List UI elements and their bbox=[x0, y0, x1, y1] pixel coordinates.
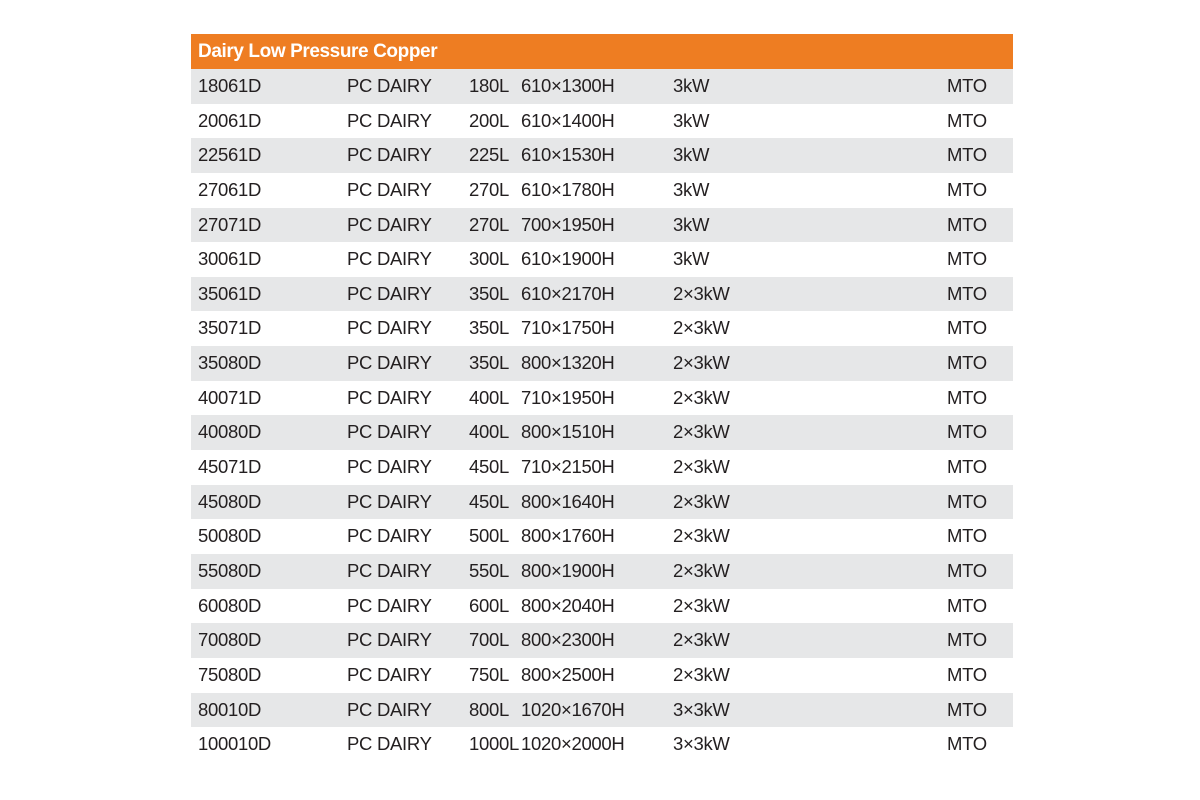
dimensions-cell: 610×1530H bbox=[521, 144, 615, 166]
table-row bbox=[191, 623, 1013, 658]
power-cell: 3kW bbox=[673, 75, 710, 96]
status-cell: MTO bbox=[947, 178, 987, 200]
status-cell: MTO bbox=[947, 144, 987, 166]
table-row bbox=[191, 658, 1013, 693]
model-code-cell: 35061D bbox=[198, 282, 262, 304]
table-row bbox=[191, 450, 1013, 485]
product-type-cell: PC DAIRY bbox=[347, 317, 432, 339]
dimensions-cell: 610×1400H bbox=[521, 109, 615, 131]
capacity-cell: 350L bbox=[469, 352, 509, 374]
capacity-cell: 180L bbox=[469, 75, 509, 96]
dimensions-cell: 700×1950H bbox=[521, 213, 615, 235]
table-row bbox=[191, 69, 1013, 104]
model-code-cell: 45071D bbox=[198, 456, 262, 478]
dimensions-cell: 800×2500H bbox=[521, 663, 615, 685]
product-type-cell: PC DAIRY bbox=[347, 386, 432, 408]
table-body bbox=[191, 69, 1013, 762]
product-type-cell: PC DAIRY bbox=[347, 282, 432, 304]
product-type-cell: PC DAIRY bbox=[347, 421, 432, 443]
power-cell: 2×3kW bbox=[673, 386, 730, 408]
table-row bbox=[191, 554, 1013, 589]
status-cell: MTO bbox=[947, 663, 987, 685]
capacity-cell: 300L bbox=[469, 248, 509, 270]
dimensions-cell: 610×1900H bbox=[521, 248, 615, 270]
power-cell: 2×3kW bbox=[673, 629, 730, 651]
table-row bbox=[191, 277, 1013, 312]
status-cell: MTO bbox=[947, 698, 987, 720]
product-type-cell: PC DAIRY bbox=[347, 629, 432, 651]
dimensions-cell: 800×1760H bbox=[521, 525, 615, 547]
capacity-cell: 400L bbox=[469, 421, 509, 443]
status-cell: MTO bbox=[947, 352, 987, 374]
model-code-cell: 60080D bbox=[198, 594, 262, 616]
product-type-cell: PC DAIRY bbox=[347, 490, 432, 512]
capacity-cell: 1000L bbox=[469, 733, 519, 755]
power-cell: 3×3kW bbox=[673, 698, 730, 720]
status-cell: MTO bbox=[947, 421, 987, 443]
status-cell: MTO bbox=[947, 248, 987, 270]
dimensions-cell: 610×2170H bbox=[521, 282, 615, 304]
capacity-cell: 270L bbox=[469, 178, 509, 200]
status-cell: MTO bbox=[947, 75, 987, 96]
status-cell: MTO bbox=[947, 386, 987, 408]
product-type-cell: PC DAIRY bbox=[347, 733, 432, 755]
table-row bbox=[191, 138, 1013, 173]
power-cell: 2×3kW bbox=[673, 456, 730, 478]
table-row bbox=[191, 589, 1013, 624]
capacity-cell: 750L bbox=[469, 663, 509, 685]
status-cell: MTO bbox=[947, 594, 987, 616]
power-cell: 3×3kW bbox=[673, 733, 730, 755]
table-row bbox=[191, 381, 1013, 416]
model-code-cell: 27071D bbox=[198, 213, 262, 235]
capacity-cell: 450L bbox=[469, 490, 509, 512]
product-type-cell: PC DAIRY bbox=[347, 352, 432, 374]
status-cell: MTO bbox=[947, 456, 987, 478]
dimensions-cell: 1020×2000H bbox=[521, 733, 625, 755]
model-code-cell: 20061D bbox=[198, 109, 262, 131]
model-code-cell: 35080D bbox=[198, 352, 262, 374]
product-type-cell: PC DAIRY bbox=[347, 559, 432, 581]
dimensions-cell: 610×1300H bbox=[521, 75, 615, 96]
dimensions-cell: 800×2300H bbox=[521, 629, 615, 651]
dimensions-cell: 800×1510H bbox=[521, 421, 615, 443]
model-code-cell: 80010D bbox=[198, 698, 262, 720]
model-code-cell: 75080D bbox=[198, 663, 262, 685]
capacity-cell: 600L bbox=[469, 594, 509, 616]
power-cell: 2×3kW bbox=[673, 352, 730, 374]
model-code-cell: 30061D bbox=[198, 248, 262, 270]
product-type-cell: PC DAIRY bbox=[347, 144, 432, 166]
table-row bbox=[191, 415, 1013, 450]
capacity-cell: 700L bbox=[469, 629, 509, 651]
power-cell: 3kW bbox=[673, 248, 710, 270]
status-cell: MTO bbox=[947, 525, 987, 547]
power-cell: 2×3kW bbox=[673, 663, 730, 685]
product-type-cell: PC DAIRY bbox=[347, 75, 432, 96]
product-type-cell: PC DAIRY bbox=[347, 525, 432, 547]
model-code-cell: 27061D bbox=[198, 178, 262, 200]
table-row bbox=[191, 311, 1013, 346]
capacity-cell: 800L bbox=[469, 698, 509, 720]
model-code-cell: 55080D bbox=[198, 559, 262, 581]
power-cell: 2×3kW bbox=[673, 559, 730, 581]
capacity-cell: 200L bbox=[469, 109, 509, 131]
dimensions-cell: 800×1640H bbox=[521, 490, 615, 512]
status-cell: MTO bbox=[947, 109, 987, 131]
power-cell: 2×3kW bbox=[673, 282, 730, 304]
product-type-cell: PC DAIRY bbox=[347, 213, 432, 235]
status-cell: MTO bbox=[947, 213, 987, 235]
capacity-cell: 400L bbox=[469, 386, 509, 408]
power-cell: 3kW bbox=[673, 178, 710, 200]
table-title: Dairy Low Pressure Copper bbox=[198, 40, 438, 62]
product-table bbox=[191, 34, 1013, 762]
dimensions-cell: 800×1900H bbox=[521, 559, 615, 581]
status-cell: MTO bbox=[947, 559, 987, 581]
capacity-cell: 500L bbox=[469, 525, 509, 547]
product-type-cell: PC DAIRY bbox=[347, 594, 432, 616]
dimensions-cell: 710×1950H bbox=[521, 386, 615, 408]
power-cell: 3kW bbox=[673, 213, 710, 235]
status-cell: MTO bbox=[947, 733, 987, 755]
table-row bbox=[191, 485, 1013, 520]
capacity-cell: 225L bbox=[469, 144, 509, 166]
capacity-cell: 450L bbox=[469, 456, 509, 478]
model-code-cell: 40080D bbox=[198, 421, 262, 443]
table-row bbox=[191, 727, 1013, 762]
status-cell: MTO bbox=[947, 490, 987, 512]
product-type-cell: PC DAIRY bbox=[347, 178, 432, 200]
table-row bbox=[191, 346, 1013, 381]
power-cell: 3kW bbox=[673, 144, 710, 166]
capacity-cell: 350L bbox=[469, 317, 509, 339]
model-code-cell: 70080D bbox=[198, 629, 262, 651]
power-cell: 3kW bbox=[673, 109, 710, 131]
product-type-cell: PC DAIRY bbox=[347, 456, 432, 478]
product-type-cell: PC DAIRY bbox=[347, 663, 432, 685]
product-type-cell: PC DAIRY bbox=[347, 698, 432, 720]
product-type-cell: PC DAIRY bbox=[347, 248, 432, 270]
power-cell: 2×3kW bbox=[673, 421, 730, 443]
table-row bbox=[191, 208, 1013, 243]
model-code-cell: 22561D bbox=[198, 144, 262, 166]
model-code-cell: 40071D bbox=[198, 386, 262, 408]
table-row bbox=[191, 519, 1013, 554]
table-row bbox=[191, 693, 1013, 728]
dimensions-cell: 710×2150H bbox=[521, 456, 615, 478]
dimensions-cell: 800×1320H bbox=[521, 352, 615, 374]
model-code-cell: 50080D bbox=[198, 525, 262, 547]
capacity-cell: 550L bbox=[469, 559, 509, 581]
table-row bbox=[191, 104, 1013, 139]
status-cell: MTO bbox=[947, 282, 987, 304]
product-type-cell: PC DAIRY bbox=[347, 109, 432, 131]
power-cell: 2×3kW bbox=[673, 525, 730, 547]
dimensions-cell: 800×2040H bbox=[521, 594, 615, 616]
power-cell: 2×3kW bbox=[673, 490, 730, 512]
status-cell: MTO bbox=[947, 317, 987, 339]
table-row bbox=[191, 242, 1013, 277]
capacity-cell: 350L bbox=[469, 282, 509, 304]
table-header bbox=[191, 34, 1013, 69]
dimensions-cell: 610×1780H bbox=[521, 178, 615, 200]
capacity-cell: 270L bbox=[469, 213, 509, 235]
model-code-cell: 35071D bbox=[198, 317, 262, 339]
status-cell: MTO bbox=[947, 629, 987, 651]
power-cell: 2×3kW bbox=[673, 317, 730, 339]
dimensions-cell: 710×1750H bbox=[521, 317, 615, 339]
model-code-cell: 45080D bbox=[198, 490, 262, 512]
table-row bbox=[191, 173, 1013, 208]
model-code-cell: 18061D bbox=[198, 75, 262, 96]
power-cell: 2×3kW bbox=[673, 594, 730, 616]
model-code-cell: 100010D bbox=[198, 733, 271, 755]
dimensions-cell: 1020×1670H bbox=[521, 698, 625, 720]
